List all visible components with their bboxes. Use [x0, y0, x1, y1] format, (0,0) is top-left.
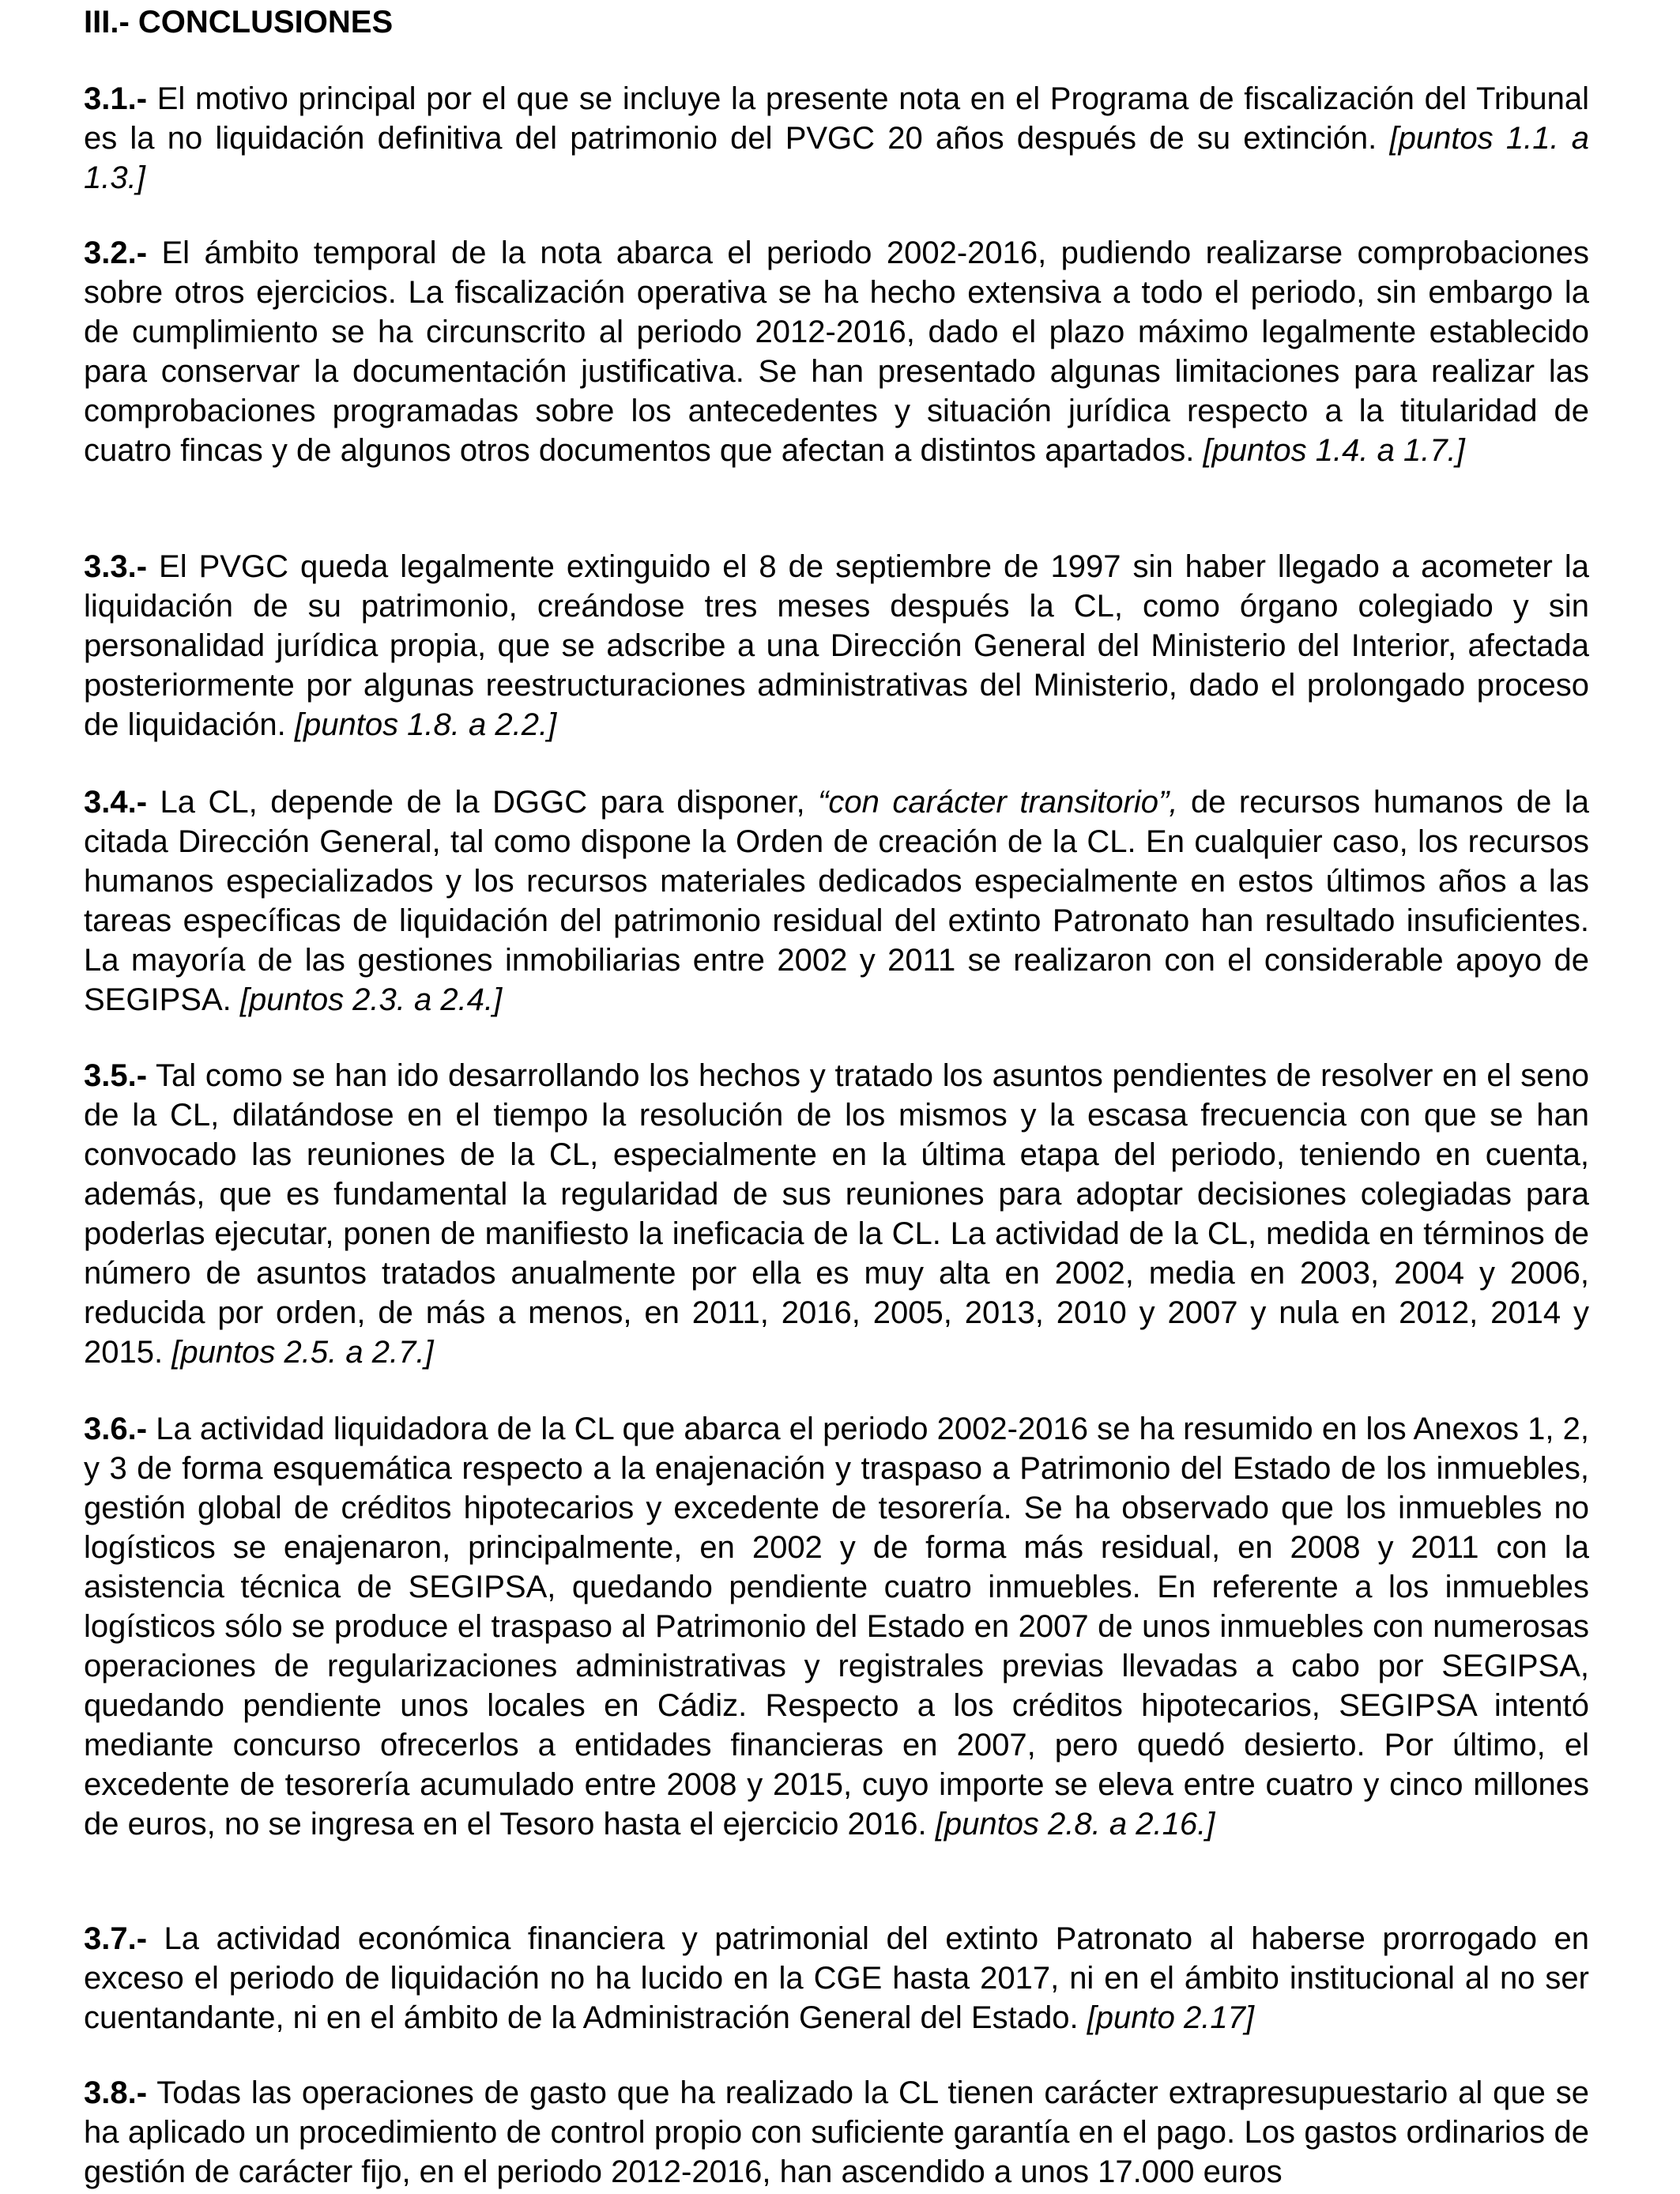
paragraph-text: El PVGC queda legalmente extinguido el 8 de septiembre de 1997 sin haber llegado a acometer la liquidación de su patrimonio, creándose tres meses después la CL, como órgano colegiado y sin personalidad jurídica propia, que se adscribe a una Dirección General del Ministerio del Interior, afectada posteriormente por algunas reestructuraciones administrativas del Ministerio, dado el prolongado proceso de liquidación. [84, 549, 1589, 742]
paragraph-3-5 [84, 1056, 1589, 1372]
paragraph-text: Tal como se han ido desarrollando los hechos y tratado los asuntos pendientes de resolver en el seno de la CL, dilatándose en el tiempo la resolución de los mismos y la escasa frecuencia con que se han convocado las reuniones de la CL, especialmente en la última etapa del periodo, teniendo en cuenta, además, que es fundamental la regularidad de sus reuniones para adoptar decisiones colegiadas para poderlas ejecutar, ponen de manifiesto la ineficacia de la CL. La actividad de la CL, medida en términos de número de asuntos tratados anualmente por ella es muy alta en 2002, media en 2003, 2004 y 2006, reducida por orden, de más a menos, en 2011, 2016, 2005, 2013, 2010 y 2007 y nula en 2012, 2014 y 2015. [84, 1058, 1589, 1370]
paragraph-text: de recursos humanos de la citada Dirección General, tal como dispone la Orden de creación de la CL. En cualquier caso, los recursos humanos especializados y los recursos materiales dedicados especialmente en estos últimos años a las tareas específicas de liquidación del patrimonio residual del extinto Patronato han resultado insuficientes. La mayoría de las gestiones inmobiliarias entre 2002 y 2011 se realizaron con el considerable apoyo de SEGIPSA. [84, 785, 1589, 1017]
paragraph-number: 3.2.- [84, 236, 148, 270]
paragraph-reference: [puntos 1.4. a 1.7.] [1203, 433, 1465, 468]
paragraph-text: La actividad económica financiera y patrimonial del extinto Patronato al haberse prorrogado en exceso el periodo de liquidación no ha lucido en la CGE hasta 2017, ni en el ámbito institucional al no ser cuentandante, ni en el ámbito de la Administración General del Estado. [84, 1921, 1589, 2035]
paragraph-3-2 [84, 233, 1589, 470]
paragraph-3-4 [84, 782, 1589, 1020]
paragraph-number: 3.3.- [84, 549, 148, 584]
paragraph-reference: [puntos 2.5. a 2.7.] [171, 1335, 434, 1370]
paragraph-reference: [puntos 1.1. a 1.3.] [84, 121, 1589, 195]
paragraph-reference: [puntos 2.8. a 2.16.] [935, 1807, 1215, 1842]
section-heading: III.- CONCLUSIONES [84, 5, 394, 40]
paragraph-number: 3.1.- [84, 81, 148, 116]
paragraph-number: 3.8.- [84, 2075, 148, 2110]
paragraph-text: La actividad liquidadora de la CL que abarca el periodo 2002-2016 se ha resumido en los Anexos 1, 2, y 3 de forma esquemática respecto a la enajenación y traspaso a Patrimonio del Estado de los inmuebles, gestión global de créditos hipotecarios y excedente de tesorería. Se ha observado que los inmuebles no logísticos se enajenaron, principalmente, en 2002 y de forma más residual, en 2008 y 2011 con la asistencia técnica de SEGIPSA, quedando pendiente cuatro inmuebles. En referente a los inmuebles logísticos sólo se produce el traspaso al Patrimonio del Estado en 2007 de unos inmuebles con numerosas operaciones de regularizaciones administrativas y registrales previas llevadas a cabo por SEGIPSA, quedando pendiente unos locales en Cádiz. Respecto a los créditos hipotecarios, SEGIPSA intentó mediante concurso ofrecerlos a entidades financieras en 2007, pero quedó desierto. Por último, el excedente de tesorería acumulado entre 2008 y 2015, cuyo importe se eleva entre cuatro y cinco millones de euros, no se ingresa en el Tesoro hasta el ejercicio 2016. [84, 1412, 1589, 1842]
paragraph-quote: “con carácter transitorio”, [818, 785, 1178, 820]
paragraph-3-8 [84, 2073, 1589, 2192]
paragraph-reference: [puntos 1.8. a 2.2.] [294, 707, 557, 742]
paragraph-number: 3.4.- [84, 785, 148, 820]
paragraph-3-3 [84, 547, 1589, 745]
paragraph-reference: [puntos 2.3. a 2.4.] [239, 982, 503, 1017]
paragraph-3-7 [84, 1919, 1589, 2038]
paragraph-3-1 [84, 79, 1589, 198]
paragraph-text: Todas las operaciones de gasto que ha realizado la CL tienen carácter extrapresupuestario al que se ha aplicado un procedimiento de control propio con suficiente garantía en el pago. Los gastos ordinarios de gestión de carácter fijo, en el periodo 2012-2016, han ascendido a unos 17.000 euros [84, 2075, 1589, 2189]
paragraph-text: El ámbito temporal de la nota abarca el periodo 2002-2016, pudiendo realizarse comprobaciones sobre otros ejercicios. La fiscalización operativa se ha hecho extensiva a todo el periodo, sin embargo la de cumplimiento se ha circunscrito al periodo 2012-2016, dado el plazo máximo legalmente establecido para conservar la documentación justificativa. Se han presentado algunas limitaciones para realizar las comprobaciones programadas sobre los antecedentes y situación jurídica respecto a la titularidad de cuatro fincas y de algunos otros documentos que afectan a distintos apartados. [84, 236, 1589, 468]
paragraph-3-6 [84, 1409, 1589, 1844]
paragraph-text: El motivo principal por el que se incluye la presente nota en el Programa de fiscalización del Tribunal es la no liquidación definitiva del patrimonio del PVGC 20 años después de su extinción. [84, 81, 1589, 156]
paragraph-text-before-quote: La CL, depende de la DGGC para disponer, [147, 785, 819, 820]
paragraph-number: 3.5.- [84, 1058, 148, 1093]
paragraph-number: 3.7.- [84, 1921, 148, 1956]
paragraph-reference: [punto 2.17] [1087, 2000, 1254, 2035]
paragraph-number: 3.6.- [84, 1412, 148, 1446]
